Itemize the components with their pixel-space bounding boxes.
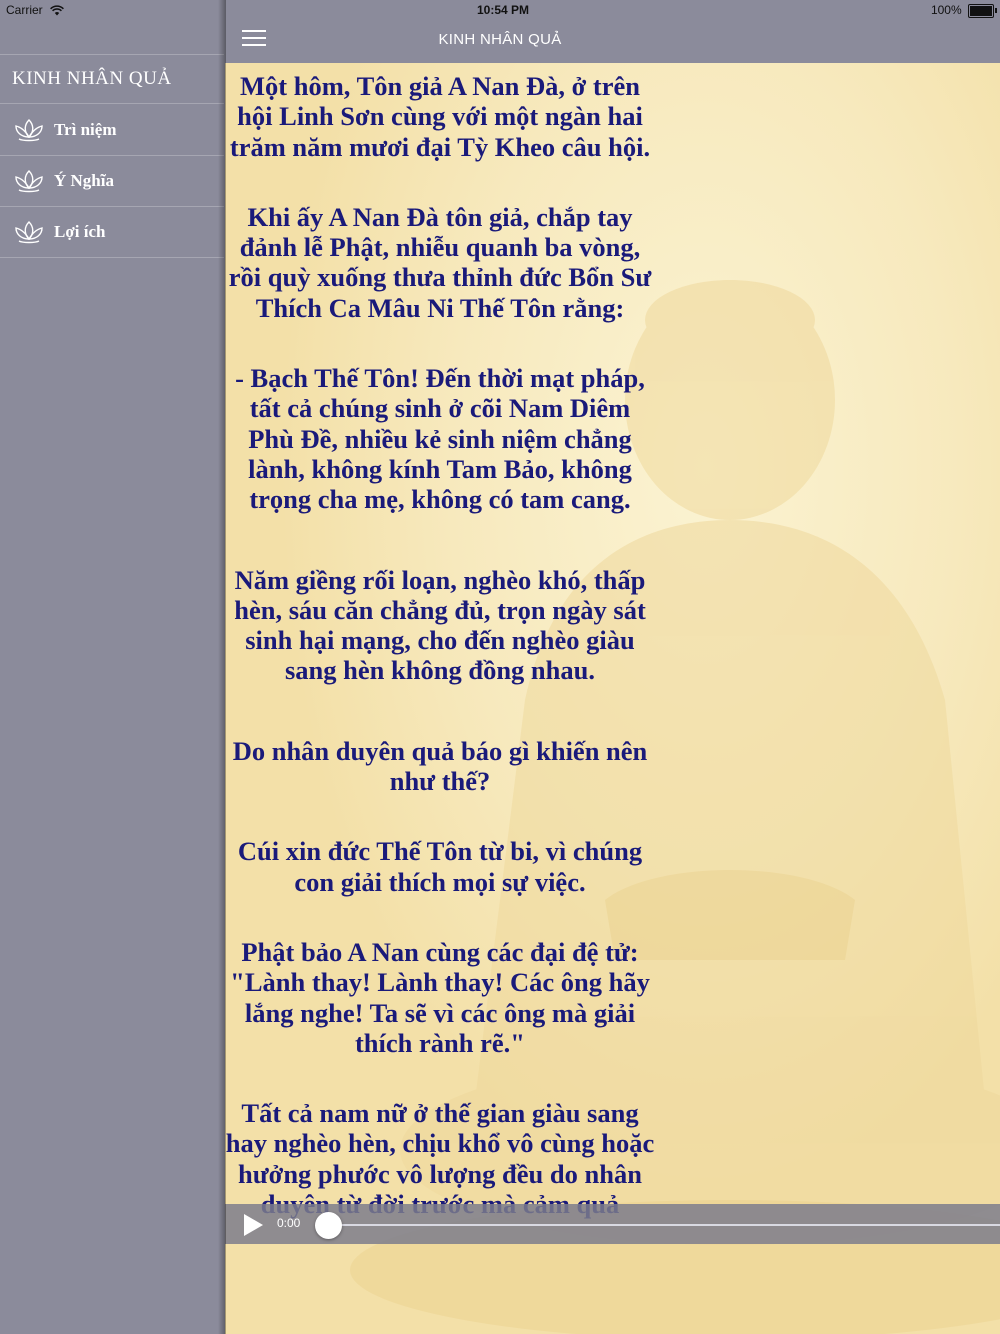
text-paragraph: Phật bảo A Nan cùng các đại đệ tử: "Lành thay! Lành thay! Các ông hãy lắng nghe! Ta sẽ vì các ông mà giải thích rành rẽ." bbox=[230, 936, 650, 1058]
sidebar-shadow bbox=[218, 0, 226, 1334]
text-paragraph: Năm giềng rối loạn, nghèo khó, thấp hèn, sáu căn chẳng đủ, trọn ngày sát sinh hại mạng, cho đến nghèo giàu sang hèn không đồng nhau. bbox=[234, 564, 646, 686]
sidebar-title: KINH NHÂN QUẢ bbox=[12, 68, 172, 89]
sidebar-item-loi-ich[interactable] bbox=[0, 207, 224, 258]
play-icon[interactable] bbox=[242, 1213, 264, 1237]
wifi-icon bbox=[50, 6, 64, 16]
status-time: 10:54 PM bbox=[476, 3, 530, 17]
lotus-icon bbox=[13, 117, 45, 143]
text-paragraph: Khi ấy A Nan Đà tôn giả, chắp tay đảnh lễ Phật, nhiễu quanh ba vòng, rồi quỳ xuống thưa thỉnh đức Bổn Sư Thích Ca Mâu Ni Thế Tôn rằng: bbox=[228, 201, 652, 323]
progress-track[interactable] bbox=[328, 1224, 1000, 1226]
text-paragraph: Cúi xin đức Thế Tôn từ bi, vì chúng con giải thích mọi sự việc. bbox=[237, 836, 643, 897]
sidebar bbox=[0, 0, 224, 1334]
sidebar-item-label: Trì niệm bbox=[54, 120, 117, 139]
playback-time: 0:00 bbox=[277, 1216, 301, 1230]
sidebar-item-label: Lợi ích bbox=[54, 222, 106, 241]
lotus-icon bbox=[13, 168, 45, 194]
status-battery bbox=[931, 3, 994, 18]
text-paragraph: Tất cả nam nữ ở thế gian giàu sang hay nghèo hèn, chịu khổ vô cùng hoặc hưởng phước vô lượng đều do nhân bbox=[225, 1098, 655, 1189]
sidebar-item-tri-niem[interactable] bbox=[0, 105, 224, 156]
progress-slider-thumb[interactable] bbox=[315, 1212, 342, 1239]
battery-label: 100% bbox=[930, 3, 962, 17]
text-paragraph: - Bạch Thế Tôn! Đến thời mạt pháp, tất cả chúng sinh ở cõi Nam Diêm Phù Đề, nhiều kẻ sinh niệm chẳng lành, không kính Tam Bảo, không trọng cha mẹ, không có tam cang. bbox=[235, 363, 645, 515]
sutra-text-scroll[interactable] bbox=[225, 63, 655, 1204]
carrier-label: Carrier bbox=[6, 3, 43, 17]
text-paragraph: Do nhân duyên quả báo gì khiến nên như thế? bbox=[232, 735, 648, 797]
audio-player bbox=[225, 1204, 1000, 1244]
text-paragraph: Một hôm, Tôn giả A Nan Đà, ở trên hội Linh Sơn cùng với một ngàn hai trăm năm mươi đại Tỳ Kheo câu hội. bbox=[229, 71, 651, 162]
status-carrier bbox=[6, 3, 64, 17]
navigation-bar bbox=[225, 0, 1000, 63]
sidebar-item-label: Ý Nghĩa bbox=[54, 171, 114, 190]
main-panel bbox=[225, 0, 1000, 1334]
page-title: KINH NHÂN QUẢ bbox=[438, 31, 562, 48]
battery-icon bbox=[968, 4, 994, 18]
lotus-icon bbox=[13, 219, 45, 245]
sidebar-item-y-nghia[interactable] bbox=[0, 156, 224, 207]
sidebar-header bbox=[0, 54, 224, 104]
